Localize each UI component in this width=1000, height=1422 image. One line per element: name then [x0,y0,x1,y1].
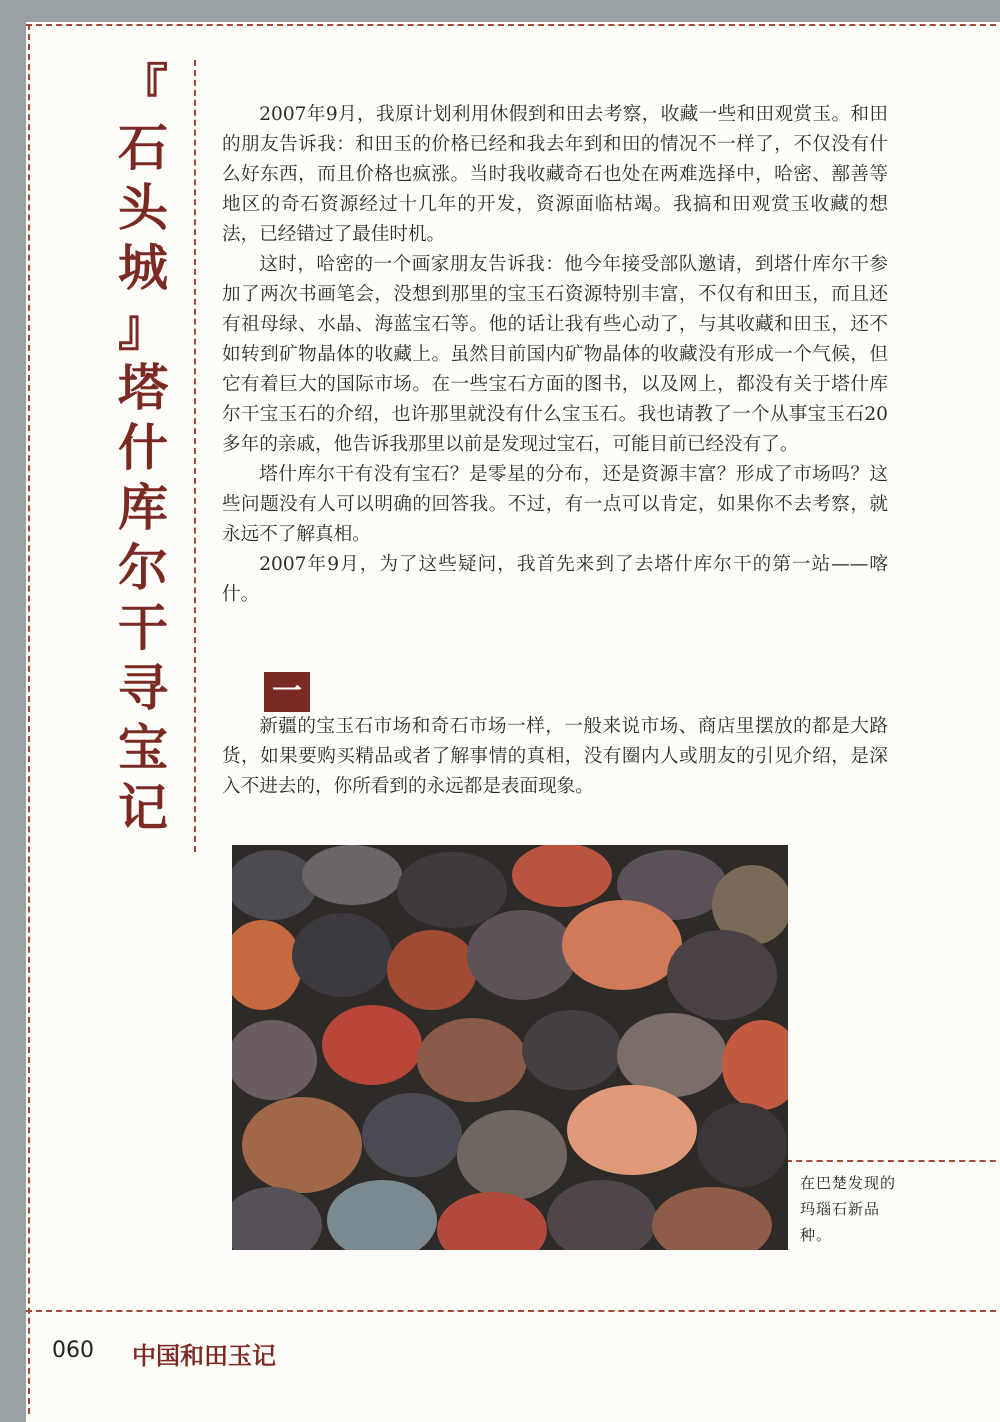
agate-stones-photo [232,845,788,1250]
stones-illustration [232,845,788,1250]
photo-caption: 在巴楚发现的玛瑙石新品种。 [800,1174,897,1244]
title-char: 记 [118,778,168,837]
left-border-line [28,24,30,1414]
paragraph: 新疆的宝玉石市场和奇石市场一样，一般来说市场、商店里摆放的都是大路货，如果要购买精品或者了解事情的真相，没有圈内人或朋友的引见介绍，是深入不进去的，你所看到的永远都是表面现象。 [222,716,888,797]
book-title: 中国和田玉记 [132,1341,276,1370]
top-border-line [26,24,1000,26]
title-char: 城 [118,238,168,297]
footer-rule-line [26,1310,1000,1312]
section-number-badge: 一 [264,672,310,712]
title-char: 『 [118,58,168,117]
body-text [222,100,888,610]
title-char: 干 [118,598,168,657]
paragraph: 2007年9月，为了这些疑问，我首先来到了去塔什库尔干的第一站——喀什。 [222,554,888,605]
section-body-text [222,712,888,802]
title-char: 尔 [118,538,168,597]
page-number: 060 [52,1338,94,1363]
paragraph: 这时，哈密的一个画家朋友告诉我：他今年接受部队邀请，到塔什库尔干参加了两次书画笔会，没想到那里的宝玉石资源特别丰富，不仅有和田玉，而且还有祖母绿、水晶、海蓝宝石等。他的话让我有些心动了，与其收藏和田玉，还不如转到矿物晶体的收藏上。虽然目前国内矿物晶体的收藏没有形成一个气候，但它有着巨大的国际市场。在一些宝石方面的图书，以及网上，都没有关于塔什库尔干宝玉石的介绍，也许那里就没有什么宝玉石。我也请教了一个从事宝玉石20多年的亲戚，他告诉我那里以前是发现过宝石，可能目前已经没有了。 [222,254,888,455]
title-char: 宝 [118,718,168,777]
title-char: 』 [118,298,168,357]
title-divider-line [194,60,196,852]
title-char: 石 [118,118,168,177]
title-char: 头 [118,178,168,237]
caption-rule-line [786,1160,1000,1162]
title-char: 塔 [118,358,168,417]
title-char: 寻 [118,658,168,717]
paragraph: 塔什库尔干有没有宝石？是零星的分布，还是资源丰富？形成了市场吗？这些问题没有人可以明确的回答我。不过，有一点可以肯定，如果你不去考察，就永远不了解真相。 [222,464,888,545]
vertical-title [96,58,190,838]
paragraph: 2007年9月，我原计划利用休假到和田去考察，收藏一些和田观赏玉。和田的朋友告诉我：和田玉的价格已经和我去年到和田的情况不一样了，不仅没有什么好东西，而且价格也疯涨。当时我收藏奇石也处在两难选择中，哈密、鄯善等地区的奇石资源经过十几年的开发，资源面临枯竭。我搞和田观赏玉收藏的想法，已经错过了最佳时机。 [222,104,888,245]
title-char: 什 [118,418,168,477]
title-char: 库 [118,478,168,537]
